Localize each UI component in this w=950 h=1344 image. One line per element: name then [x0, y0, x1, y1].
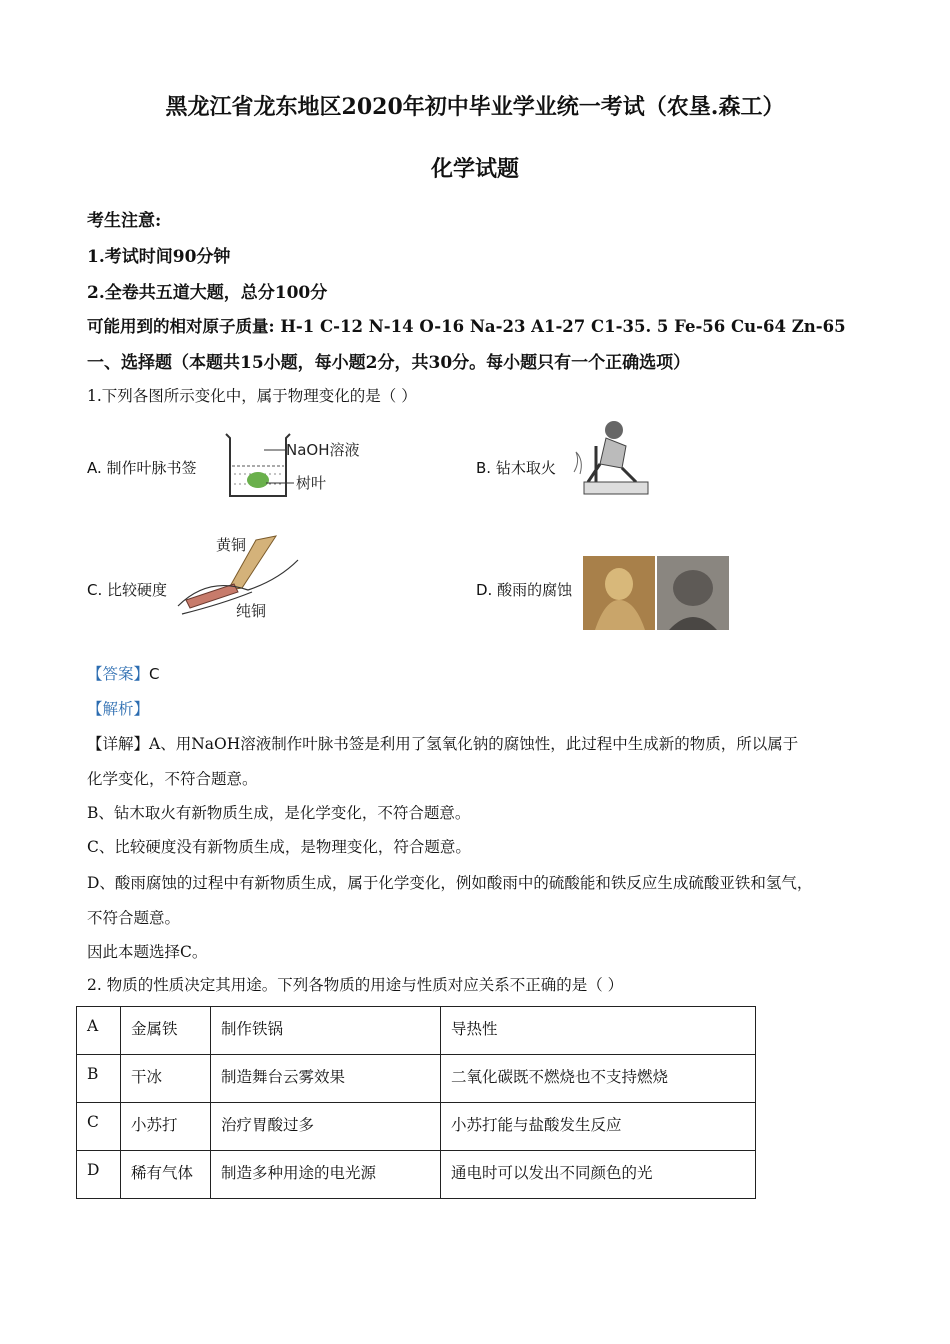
- leaf-label: 树叶: [296, 474, 327, 492]
- analysis-tag: 【解析】: [87, 700, 150, 718]
- beaker-figure: [220, 428, 370, 502]
- answer-value: C: [149, 665, 160, 683]
- answer-tag: 【答案】: [87, 665, 150, 683]
- table-cell: B: [77, 1055, 121, 1103]
- section-heading: 一、选择题（本题共15小题，每小题2分，共30分。每小题只有一个正确选项）: [87, 353, 691, 373]
- detail-line-1: 【详解】A、用NaOH溶液制作叶脉书签是利用了氢氧化钠的腐蚀性，此过程中生成新的物质，所以属于: [87, 735, 799, 753]
- q2-table: [76, 1006, 756, 1199]
- brass-label: 黄铜: [216, 536, 247, 554]
- table-cell: 导热性: [441, 1007, 756, 1055]
- exam-title: 黑龙江省龙东地区2020年初中毕业学业统一考试（农垦.森工）: [165, 94, 785, 120]
- notes-line-1: 1.考试时间90分钟: [87, 247, 231, 267]
- table-row: [77, 1055, 756, 1103]
- notes-line-2: 2.全卷共五道大题，总分100分: [87, 283, 328, 303]
- copper-label: 纯铜: [236, 602, 267, 620]
- table-cell: 稀有气体: [121, 1151, 211, 1199]
- q1-option-d: D. 酸雨的腐蚀: [476, 581, 573, 599]
- table-cell: D: [77, 1151, 121, 1199]
- table-cell: 小苏打: [121, 1103, 211, 1151]
- table-cell: 治疗胃酸过多: [211, 1103, 441, 1151]
- table-row: [77, 1007, 756, 1055]
- table-cell: 小苏打能与盐酸发生反应: [441, 1103, 756, 1151]
- hardness-figure: [176, 530, 301, 622]
- detail-line-2: 化学变化，不符合题意。: [87, 770, 258, 788]
- table-cell: 金属铁: [121, 1007, 211, 1055]
- table-cell: 通电时可以发出不同颜色的光: [441, 1151, 756, 1199]
- q2-stem: 2. 物质的性质决定其用途。下列各物质的用途与性质对应关系不正确的是（ ）: [87, 976, 624, 994]
- table-cell: 干冰: [121, 1055, 211, 1103]
- table-cell: C: [77, 1103, 121, 1151]
- notes-heading: 考生注意:: [87, 211, 162, 231]
- detail-d-line-1: D、酸雨腐蚀的过程中有新物质生成，属于化学变化，例如酸雨中的硫酸能和铁反应生成硫酸亚铁和氢气，: [87, 874, 813, 892]
- leaf-shape: [247, 472, 269, 488]
- table-cell: A: [77, 1007, 121, 1055]
- table-row: [77, 1151, 756, 1199]
- naoh-label: NaOH溶液: [286, 441, 360, 459]
- table-cell: 二氧化碳既不燃烧也不支持燃烧: [441, 1055, 756, 1103]
- detail-d-line-2: 不符合题意。: [87, 909, 181, 927]
- q1-option-c: C. 比较硬度: [87, 581, 168, 599]
- q1-stem: 1.下列各图所示变化中，属于物理变化的是（ ）: [87, 387, 417, 405]
- table-cell: 制造多种用途的电光源: [211, 1151, 441, 1199]
- table-row: [77, 1103, 756, 1151]
- exam-subtitle: 化学试题: [430, 156, 519, 182]
- acid-rain-figure: [583, 556, 729, 630]
- detail-c: C、比较硬度没有新物质生成，是物理变化，符合题意。: [87, 838, 471, 856]
- conclusion: 因此本题选择C。: [87, 943, 208, 961]
- table-cell: 制造舞台云雾效果: [211, 1055, 441, 1103]
- fire-drilling-figure: [566, 416, 652, 500]
- detail-b: B、钻木取火有新物质生成，是化学变化，不符合题意。: [87, 804, 471, 822]
- q1-option-a: A. 制作叶脉书签: [87, 459, 197, 477]
- atomic-mass-line: 可能用到的相对原子质量: H-1 C-12 N-14 O-16 Na-23 A1-27 C1-35. 5 Fe-56 Cu-64 Zn-65: [87, 317, 846, 336]
- q1-option-b: B. 钻木取火: [476, 459, 556, 477]
- table-cell: 制作铁锅: [211, 1007, 441, 1055]
